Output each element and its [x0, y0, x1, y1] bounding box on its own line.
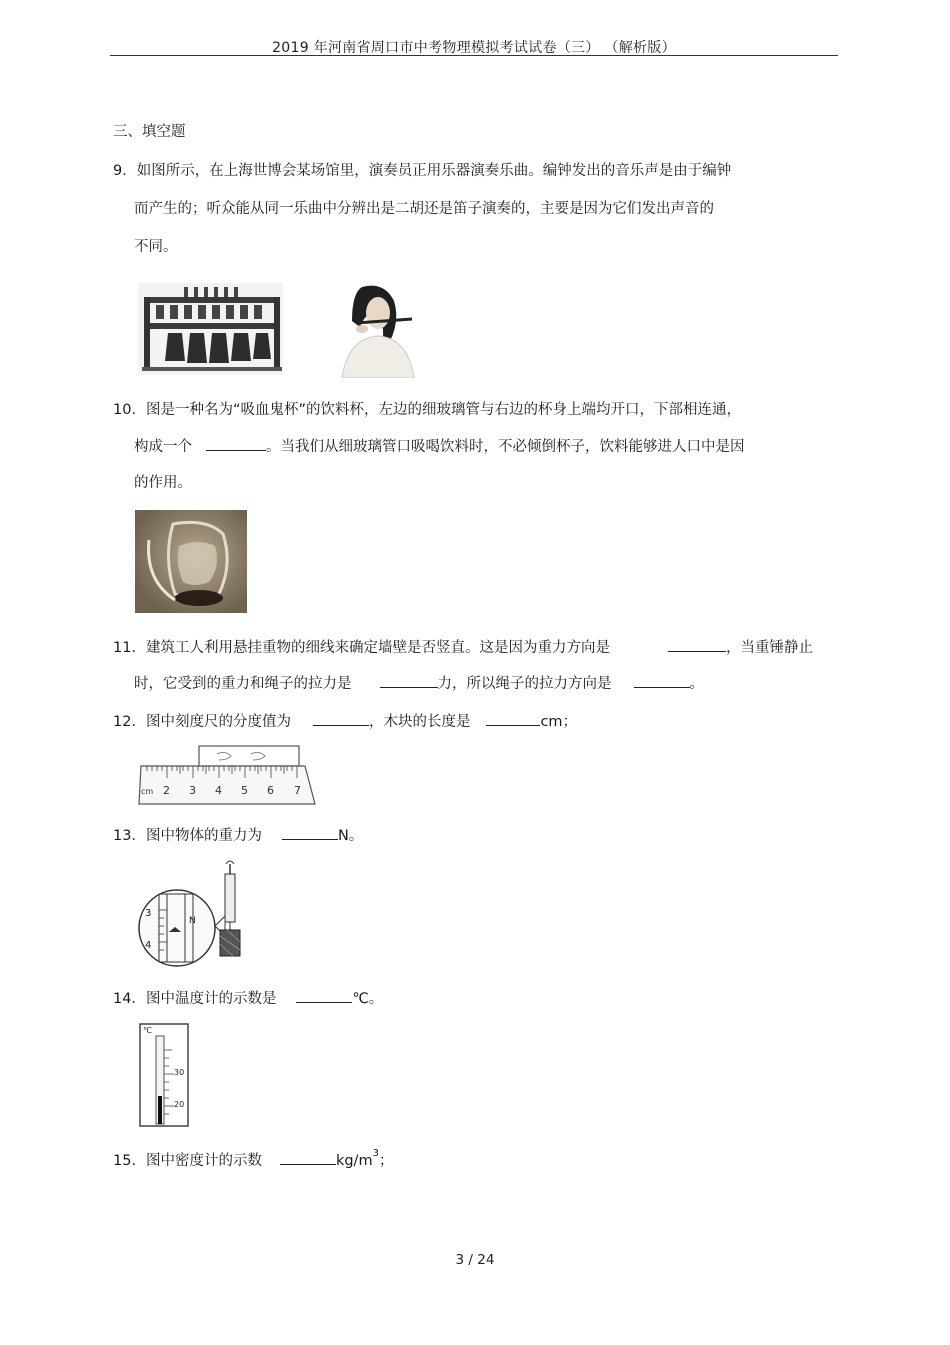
q9-line2: 而产生的；听众能从同一乐曲中分辨出是二胡还是笛子演奏的，主要是因为它们发出声音的	[134, 201, 714, 217]
q11-line2-text-c: 。	[689, 676, 704, 692]
q13-line	[113, 825, 363, 846]
q10-line2	[134, 436, 745, 457]
vampire-cup-figure	[135, 510, 247, 613]
spring-scale-tick-3: 3	[145, 908, 152, 919]
q11-line2-text-a: 时，它受到的重力和绳子的拉力是	[134, 676, 352, 692]
q13-answer-blank[interactable]	[282, 825, 338, 840]
ruler-tick-7: 7	[294, 784, 301, 797]
q14-text-b: ℃。	[352, 991, 384, 1007]
q12-text-c: cm；	[540, 714, 578, 730]
q15-text-a: 15．图中密度计的示数	[113, 1153, 262, 1169]
page-number: 3 / 24	[455, 1252, 495, 1268]
q12-text-a: 12．图中刻度尺的分度值为	[113, 714, 291, 730]
q15-answer-blank[interactable]	[280, 1150, 336, 1165]
q10-line1: 10．图是一种名为“吸血鬼杯”的饮料杯，左边的细玻璃管与右边的杯身上端均开口，下部相连通，	[113, 402, 741, 418]
q10-line3: 的作用。	[134, 475, 192, 491]
q15-text-c: ；	[378, 1153, 394, 1169]
q13-text-a: 13．图中物体的重力为	[113, 828, 262, 844]
q11-line1-text-a: 11．建筑工人利用悬挂重物的细线来确定墙壁是否竖直。这是因为重力方向是	[113, 640, 610, 656]
q15-unit: kg/m	[335, 1153, 373, 1169]
q14-text-a: 14．图中温度计的示数是	[113, 991, 277, 1007]
q12-answer-blank-1[interactable]	[313, 711, 369, 726]
q11-answer-blank-3[interactable]	[634, 673, 690, 688]
thermometer-unit: ℃	[143, 1026, 152, 1035]
ruler-tick-6: 6	[267, 784, 274, 797]
q11-line2	[134, 673, 704, 694]
q12-line	[113, 711, 577, 732]
spring-scale-tick-4: 4	[145, 940, 152, 951]
header-divider	[110, 55, 838, 56]
q10-line2-text-a: 构成一个	[134, 439, 192, 455]
thermometer-figure	[138, 1022, 190, 1128]
thermometer-tick-30: 30	[174, 1068, 185, 1077]
ruler-tick-2: 2	[163, 784, 170, 797]
q13-text-b: N。	[337, 828, 364, 844]
q14-line	[113, 988, 383, 1009]
q11-answer-blank-1[interactable]	[668, 637, 726, 652]
flute-player-figure	[322, 283, 424, 378]
ruler-figure	[137, 744, 317, 806]
ruler-tick-5: 5	[241, 784, 248, 797]
q11-line1	[113, 637, 813, 658]
q10-answer-blank-1[interactable]	[206, 436, 266, 451]
q15-unit-superscript: 3	[372, 1148, 379, 1159]
q9-line1: 9．如图所示，在上海世博会某场馆里，演奏员正用乐器演奏乐曲。编钟发出的音乐声是由于编钟	[113, 163, 732, 179]
q15-line	[113, 1150, 393, 1173]
ruler-unit-label: cm	[141, 787, 154, 796]
bianzhong-figure	[138, 283, 283, 375]
ruler-tick-3: 3	[189, 784, 196, 797]
q11-line2-text-b: 力，所以绳子的拉力方向是	[437, 676, 612, 692]
q9-line3: 不同。	[134, 239, 178, 255]
thermometer-tick-20: 20	[174, 1100, 185, 1109]
q11-answer-blank-2[interactable]	[380, 673, 438, 688]
ruler-tick-4: 4	[215, 784, 222, 797]
page-header-title: 2019 年河南省周口市中考物理模拟考试试卷（三） （解析版）	[272, 40, 676, 56]
q11-line1-text-b: ，当重锤静止	[725, 640, 813, 656]
q10-line2-text-b: 。当我们从细玻璃管口吸喝饮料时，不必倾倒杯子，饮料能够进人口中是因	[266, 439, 745, 455]
q12-text-b: ，木块的长度是	[368, 714, 471, 730]
q12-answer-blank-2[interactable]	[486, 711, 540, 726]
spring-scale-figure	[137, 860, 247, 972]
spring-scale-unit: N	[189, 916, 196, 926]
q14-answer-blank[interactable]	[296, 988, 352, 1003]
section-title: 三、填空题	[113, 124, 186, 140]
